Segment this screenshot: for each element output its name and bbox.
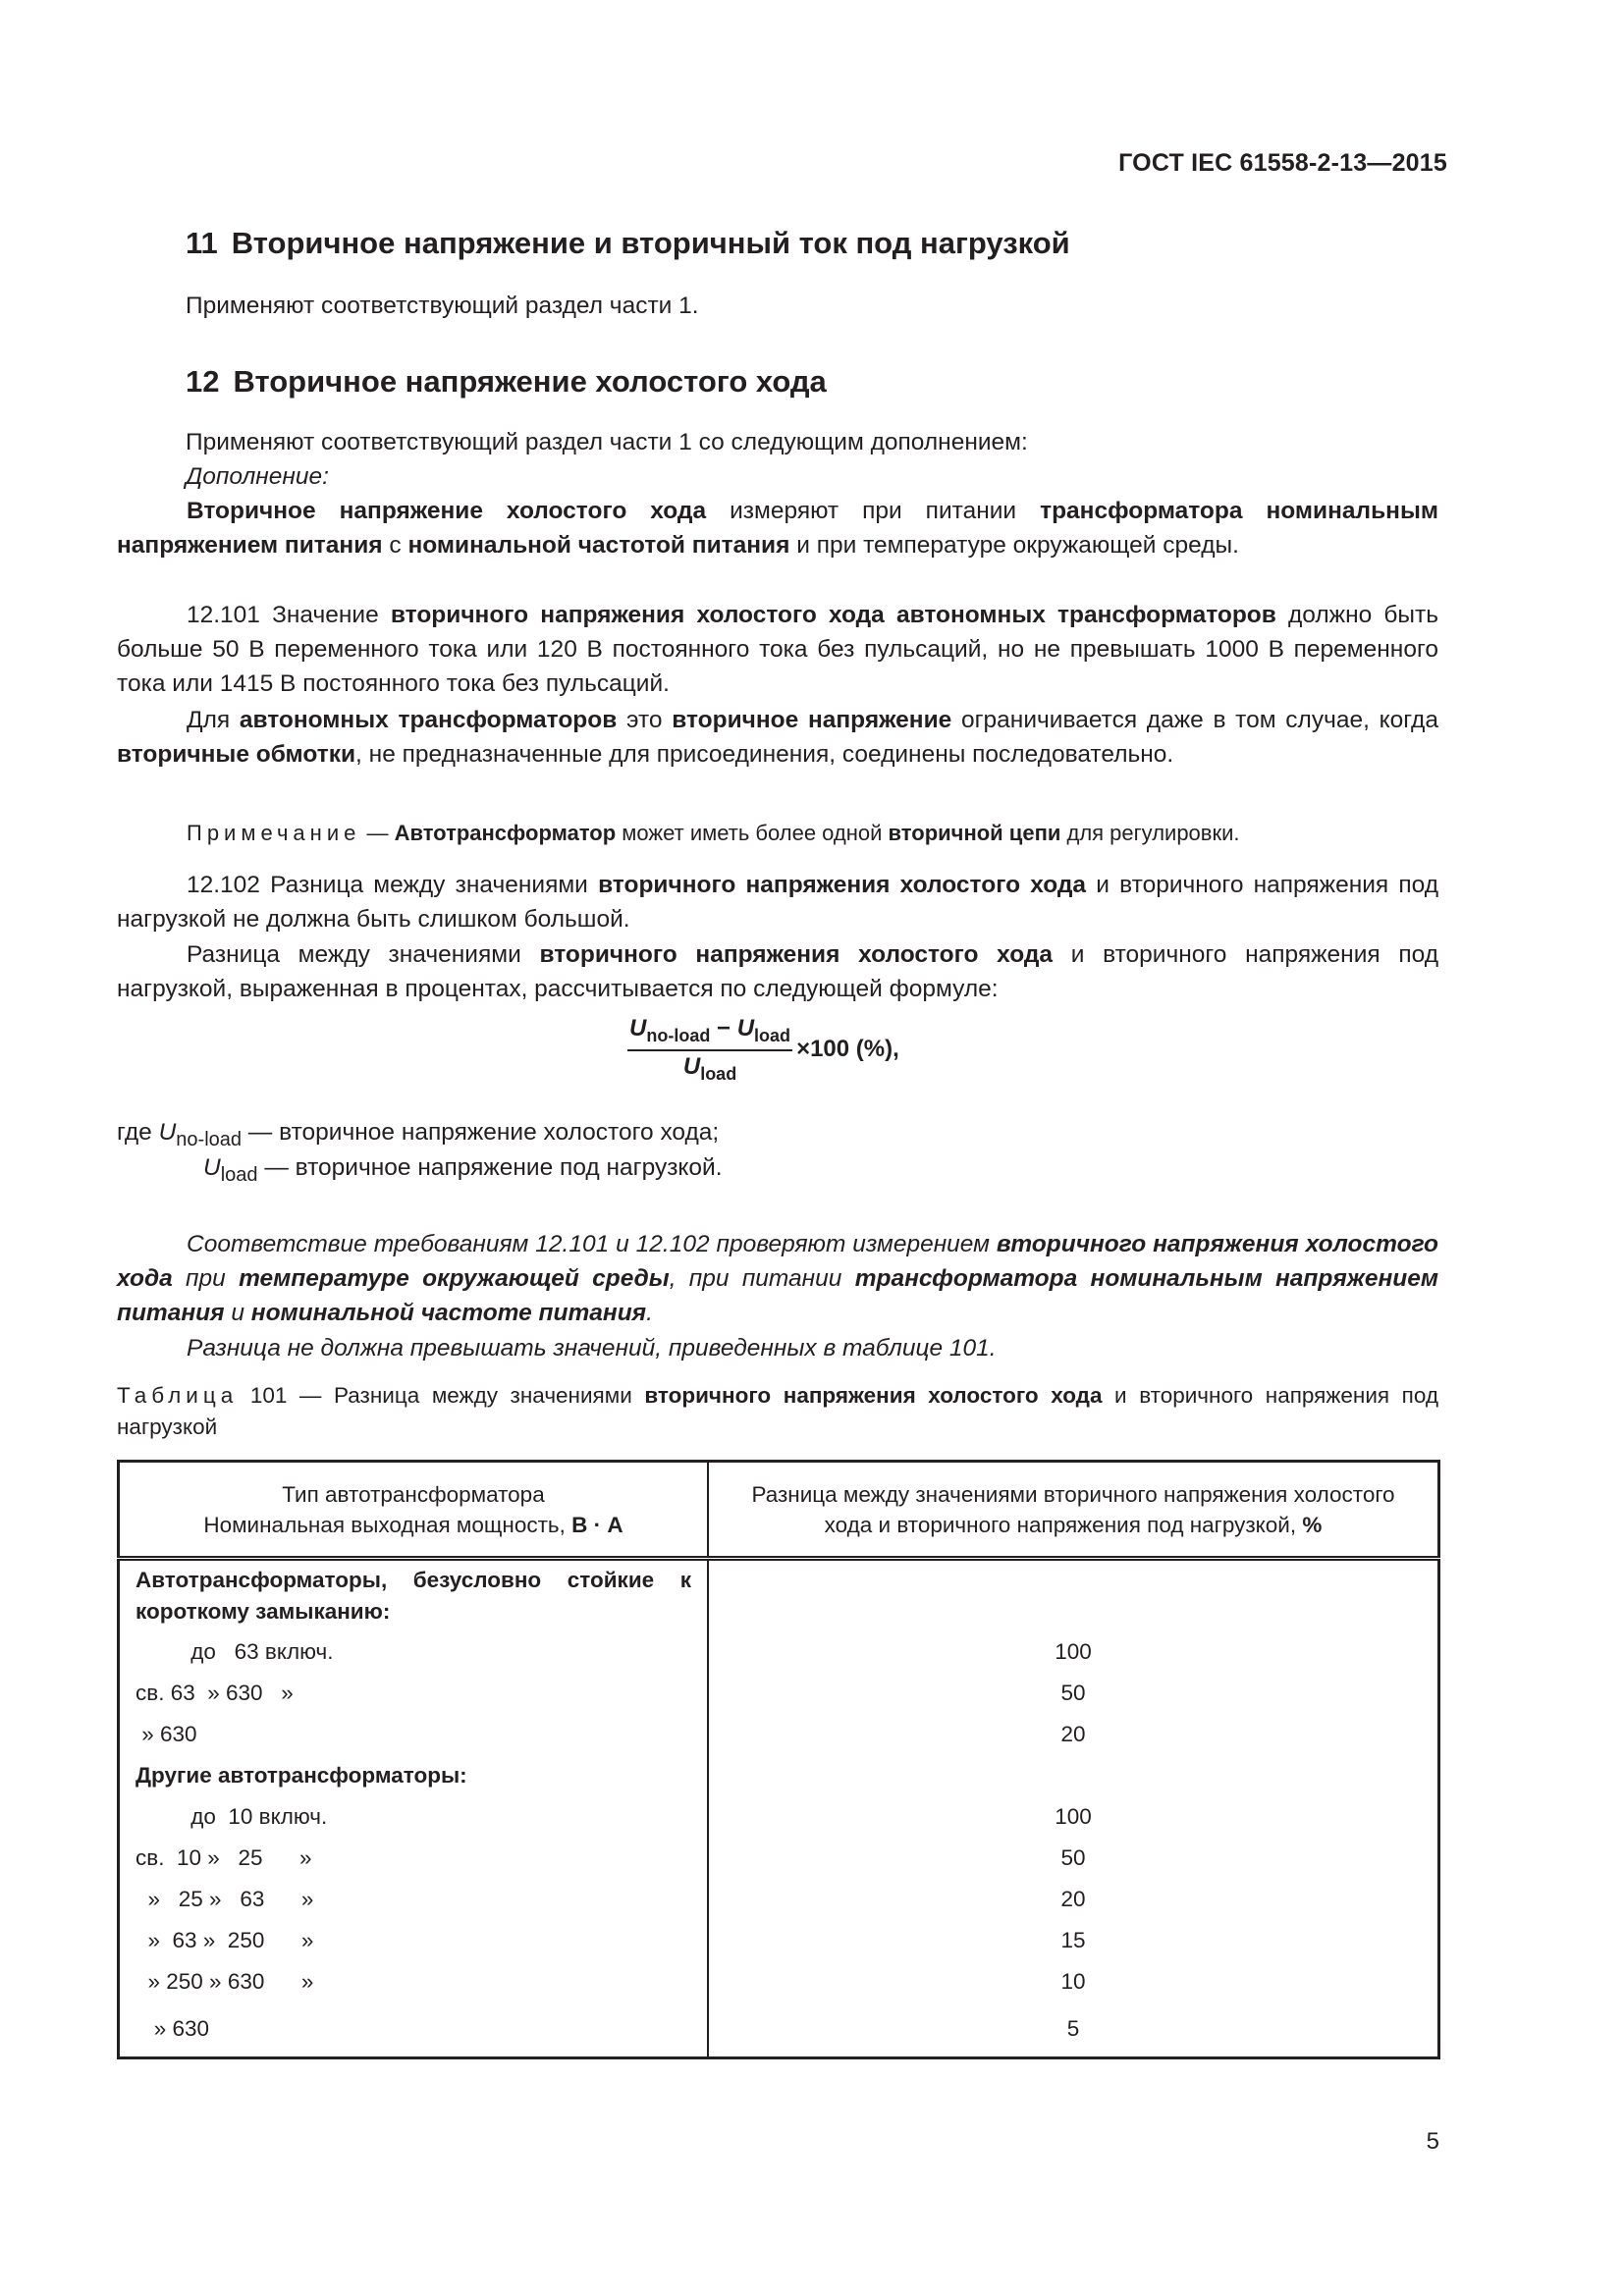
section-title: Вторичное напряжение и вторичный ток под нагрузкой — [231, 226, 1070, 260]
table-group-row — [119, 1559, 1439, 1632]
paragraph-12-102: 12.102 Разница между значениями вторичного напряжения холостого хода и вторичного напряжения под нагрузкой не должна быть слишком большой. — [117, 872, 1439, 933]
paragraph-difference: Разница между значениями вторичного напряжения холостого хода и вторичного напряжения под нагрузкой, выраженная в процентах, рассчитывается по следующей формуле: — [117, 941, 1439, 1002]
formula-denominator: $U_{load}$ — [682, 1052, 737, 1084]
table-row — [119, 2002, 1439, 2057]
addition-label: Дополнение: — [186, 463, 329, 490]
header-voltage-difference: Разница между значениями вторичного напряжения холостого хода и вторичного напряжения под нагрузкой, % — [708, 1462, 1439, 1559]
difference-formula — [627, 1015, 899, 1085]
power-range: св. 63 » 630 » — [119, 1673, 709, 1714]
section-number: 11 — [186, 226, 218, 260]
difference-value: 20 — [1060, 1722, 1086, 1746]
section-number: 12 — [186, 364, 220, 399]
table-caption: Таблица 101 — Разница между значениями вторичного напряжения холостого хода и вторичного напряжения под нагрузкой — [117, 1383, 1438, 1439]
difference-value: 10 — [1060, 1969, 1086, 1994]
difference-value: 20 — [1060, 1887, 1086, 1911]
power-range: » 630 — [119, 1714, 709, 1755]
compliance-table-reference: Разница не должна превышать значений, приведенных в таблице 101. — [187, 1335, 997, 1362]
table-row — [119, 1961, 1439, 2002]
paragraph-autonomous-transformers: Для автономных трансформаторов это вторичное напряжение ограничивается даже в том случае, когда вторичные обмотки, не предназначенные для присоединения, соединены последовательно. — [117, 707, 1438, 768]
table-row — [119, 1796, 1439, 1838]
table-row — [119, 1879, 1439, 1920]
power-range: до 63 включ. — [119, 1631, 709, 1673]
difference-value: 15 — [1060, 1928, 1086, 1952]
section-12-body: Применяют соответствующий раздел части 1 со следующим дополнением: — [186, 429, 1028, 455]
formula-numerator: $U_{no-load} - U_{load}$ — [627, 1015, 792, 1051]
paragraph-noload-measurement: Вторичное напряжение холостого хода измеряют при питании трансформатора номинальным напряжением питания с номинальной частотой питания и при температуре окружающей среды. — [117, 498, 1438, 559]
power-range: св. 10 » 25 » — [119, 1838, 709, 1879]
difference-value: 100 — [1055, 1639, 1092, 1664]
where-load: $U_{load}$ — вторичное напряжение под нагрузкой. — [203, 1154, 723, 1186]
power-range: » 63 » 250 » — [119, 1920, 709, 1961]
difference-value: 100 — [1055, 1804, 1092, 1829]
difference-value: 50 — [1060, 1681, 1086, 1705]
compliance-paragraph: Соответствие требованиям 12.101 и 12.102 проверяют измерением вторичного напряжения холостого хода при температуре окружающей среды, при питании трансформатора номинальным напряжением питания и номинальной частоте питания. — [117, 1231, 1438, 1326]
table-row — [119, 1920, 1439, 1961]
table-header-row — [119, 1462, 1439, 1559]
note-label: Примечание — [187, 821, 361, 845]
where-noload: где $U_{no-load}$ — вторичное напряжение холостого хода; — [117, 1119, 720, 1150]
header-autotransformer-type: Тип автотрансформатора Номинальная выходная мощность, В · А — [119, 1462, 709, 1559]
section-11-heading — [186, 226, 1070, 261]
table-row — [119, 1631, 1439, 1673]
table-caption-label: Таблица — [117, 1383, 239, 1408]
power-range: » 25 » 63 » — [119, 1879, 709, 1920]
difference-value: 50 — [1060, 1845, 1086, 1870]
table-row — [119, 1714, 1439, 1755]
section-11-body: Применяют соответствующий раздел части 1. — [186, 293, 699, 319]
table-group-row — [119, 1755, 1439, 1796]
section-12-heading — [186, 364, 827, 400]
power-range: до 10 включ. — [119, 1796, 709, 1838]
formula-fraction — [627, 1015, 792, 1085]
group-title-other: Другие автотрансформаторы: — [119, 1755, 709, 1796]
table-101 — [117, 1460, 1440, 2059]
difference-value: 5 — [1066, 2016, 1080, 2042]
paragraph-12-101: 12.101 Значение вторичного напряжения холостого хода автономных трансформаторов должно быть больше 50 В переменного тока или 120 В постоянного тока без пульсаций, но не превышать 1000 В переменного тока или 1415 В постоянного тока без пульсаций. — [117, 602, 1439, 697]
note: Примечание — Автотрансформатор может иметь более одной вторичной цепи для регулировки. — [187, 821, 1240, 845]
formula-multiplier: ×100 (%), — [796, 1036, 899, 1063]
standard-code-header: ГОСТ IEC 61558-2-13—2015 — [1118, 149, 1447, 177]
power-range: » 250 » 630 » — [119, 1961, 709, 2002]
section-title: Вторичное напряжение холостого хода — [233, 364, 827, 399]
power-range: » 630 — [119, 2002, 709, 2057]
table-row — [119, 1673, 1439, 1714]
page-number: 5 — [1426, 2128, 1439, 2155]
group-title-short-circuit-proof: Автотрансформаторы, безусловно стойкие к короткому замыканию: — [119, 1559, 709, 1632]
table-row — [119, 1838, 1439, 1879]
